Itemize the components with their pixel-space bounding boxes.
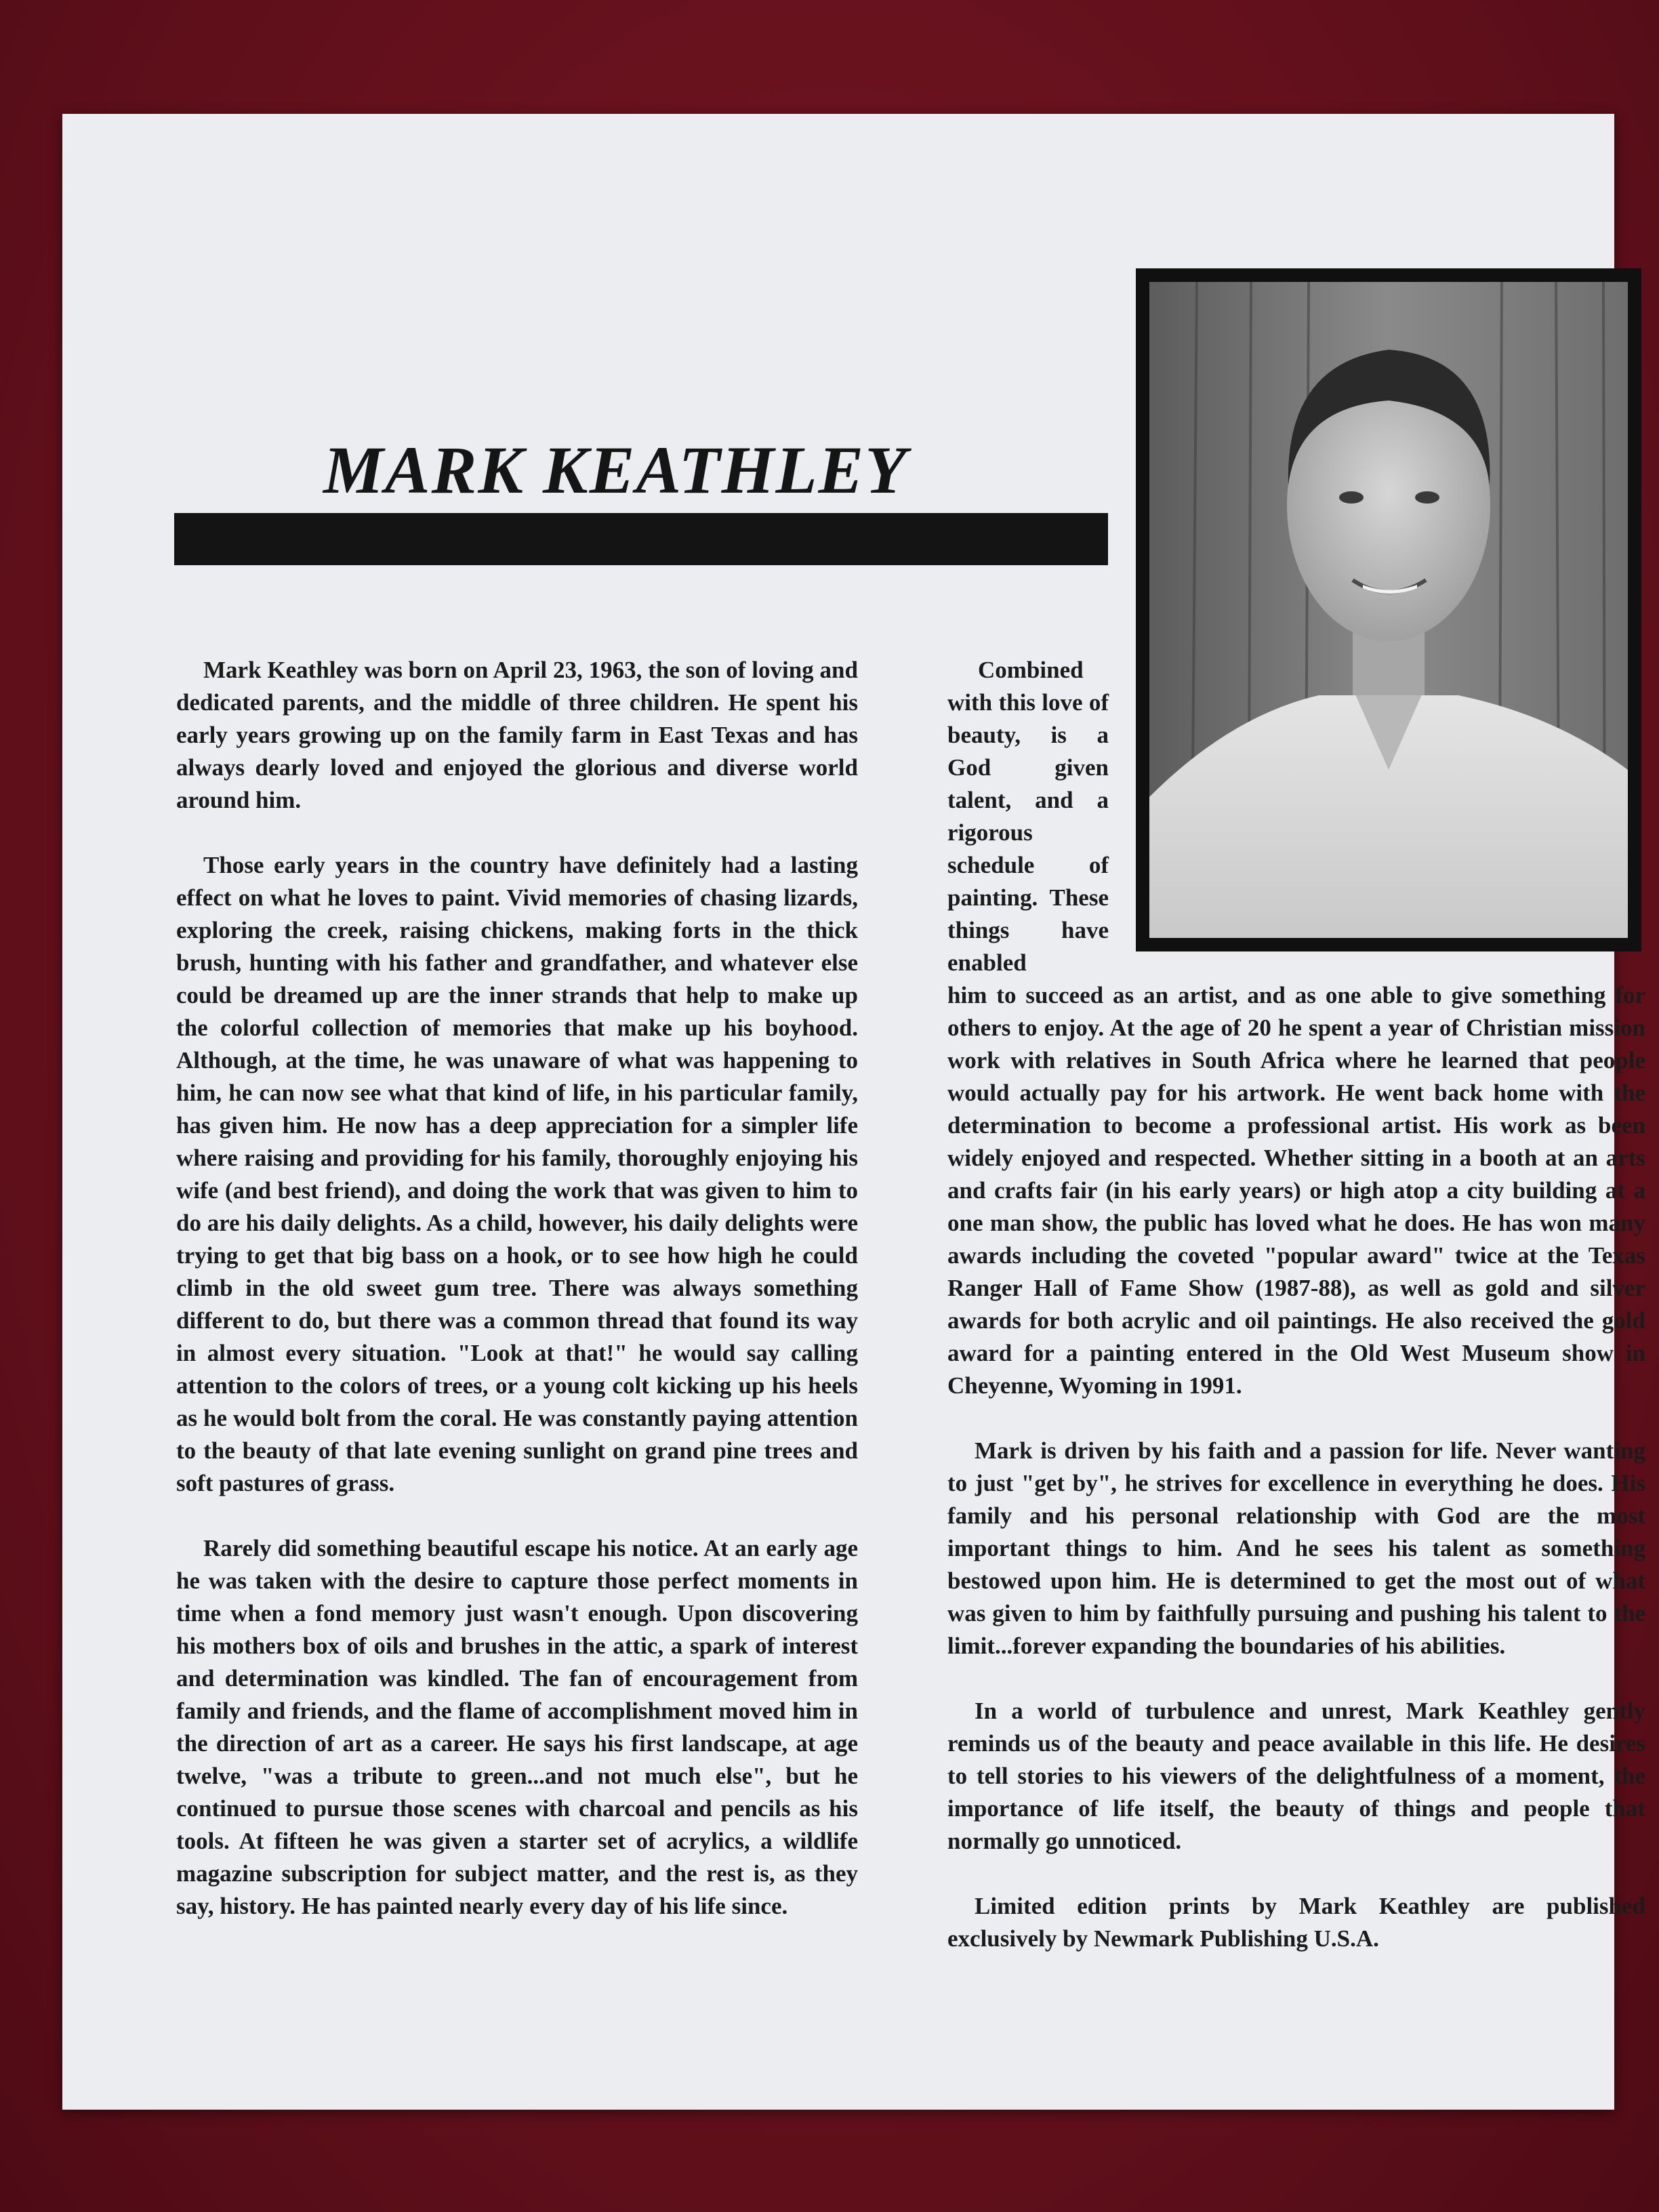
bio-paragraph-talent-start: Combined with this love of beauty, is a God given talent, and a rigorous schedule of painting. These things have enabled [947,657,1109,976]
bio-paragraph-early-years: Those early years in the country have definitely had a lasting effect on what he loves to paint. Vivid memories of chasing lizards, exploring the creek, raising chickens, making forts in the thick brush, hunting with his father and grandfather, and whatever else could be dreamed up are the inner strands that help to make up the colorful collection of memories that make up his boyhood. Although, at the time, he was unaware of what was happening to him, he can now see what that kind of life, in his particular family, has given him. He now has a deep appreciation for a simpler life where raising and providing for his family, thoroughly enjoying his wife (and best friend), and doing the work that was given to him to do are his daily delights. As a child, however, his daily delights were trying to get that big bass on a hook, or to see how high he could climb in the old sweet gum tree. There was always something different to do, but there was a common thread that found its way in almost every situation. "Look at that!" he would say calling attention to the colors of trees, or a young colt kicking up his heels as he would bolt from the coral. He was constantly paying attention to the beauty of that late evening sunlight on grand pine trees and soft pastures of grass. [176,852,858,1496]
right-column [947,979,1645,1988]
left-column [176,654,858,1955]
bio-paragraph-career: him to succeed as an artist, and as one able to give something for others to enjoy. At the age of 20 he spent a year of Christian mission work with relatives in South Africa where he learned that people would actually pay for his artwork. He went back home with the determination to become a professional artist. His work as been widely enjoyed and respected. Whether sitting in a booth at an arts and crafts fair (in his early years) or high atop a city building at a one man show, the public has loved what he does. He has won many awards including the coveted "popular award" twice at the Texas Ranger Hall of Fame Show (1987-88), as well as gold and silver awards for both acrylic and oil paintings. He also received the gold award for a painting entered in the Old West Museum show in Cheyenne, Wyoming in 1991. [947,982,1645,1399]
bio-paragraph-faith: Mark is driven by his faith and a passion for life. Never wanting to just "get by", he strives for excellence in everything he does. His family and his personal relationship with God are the most important things to him. And he sees his talent as something bestowed upon him. He is determined to get the most out of what was given to him by faithfully pursuing and pushing his talent to the limit...forever expanding the boundaries of his abilities. [947,1437,1645,1659]
bio-paragraph-beginnings: Rarely did something beautiful escape his notice. At an early age he was taken with the desire to capture those perfect moments in time when a fond memory just wasn't enough. Upon discovering his mothers box of oils and brushes in the attic, a spark of interest and determination was kindled. The fan of encouragement from family and friends, and the flame of accomplishment moved him in the direction of art as a career. He says his first landscape, at age twelve, "was a tribute to green...and not much else", but he continued to pursue those scenes with charcoal and pencils as his tools. At fifteen he was given a starter set of acrylics, a wildlife magazine subscription for subject matter, and the rest is, as they say, history. He has painted nearly every day of his life since. [176,1535,858,1919]
publisher-note: Limited edition prints by Mark Keathley are published exclusively by Newmark Publishing U.S.A. [947,1893,1645,1952]
title-underline-bar [174,513,1108,565]
document-title: MARK KEATHLEY [323,432,908,508]
bio-paragraph-closing: In a world of turbulence and unrest, Mark Keathley gently reminds us of the beauty and peace available in this life. He desires to tell stories to his viewers of the delightfulness of a moment, the importance of life itself, the beauty of things and people that normally go unnoticed. [947,1698,1645,1854]
portrait-photo [1149,282,1628,938]
bio-paragraph-birth: Mark Keathley was born on April 23, 1963, the son of loving and dedicated parents, and the middle of three children. He spent his early years growing up on the family farm in East Texas and has always dearly loved and enjoyed the glorious and diverse world around him. [176,657,858,813]
document-page [62,114,1645,2110]
right-column-beside-photo [947,654,1109,979]
portrait-photo-frame [1136,268,1641,951]
